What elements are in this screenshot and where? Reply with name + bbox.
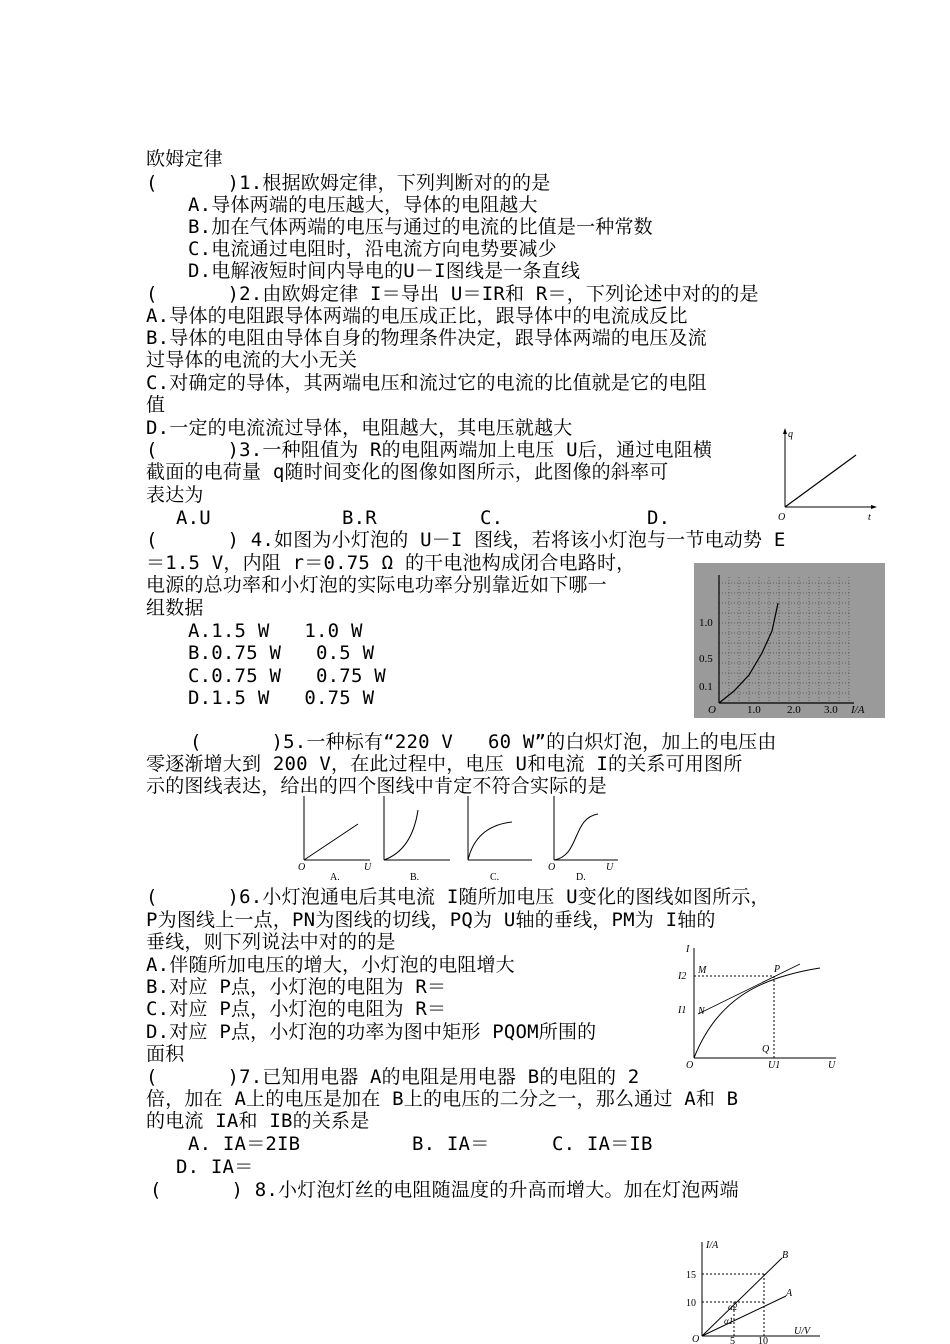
q5-graph-a [298, 796, 372, 882]
q3-ylabel: q [788, 429, 793, 440]
q6-I2: I2 [678, 971, 687, 982]
text-line: ( )6.小灯泡通电后其电流 I随所加电压 U变化的图线如图所示， [146, 886, 770, 908]
q8-tick-y-10: 10 [686, 1298, 696, 1309]
q5-label-a: A. [330, 872, 340, 882]
q8-tick-y-15: 15 [686, 1270, 696, 1281]
q5-graph-c [468, 796, 532, 882]
text-line: A.U [176, 507, 211, 529]
text-line: A.导体的电阻跟导体两端的电压成正比，跟导体中的电流成反比 [146, 305, 688, 327]
q6-axis-x: U [828, 1060, 836, 1071]
text-line: D.电解液短时间内导电的U－I图线是一条直线 [188, 260, 581, 282]
text-line: 截面的电荷量 q随时间变化的图像如图所示，此图像的斜率可 [146, 461, 669, 483]
text-line: ( )2.由欧姆定律 I＝导出 U＝IR和 R＝，下列论述中对的的是 [146, 283, 759, 305]
q3-graph [770, 425, 880, 525]
text-line: 示的图线表达，给出的四个图线中肯定不符合实际的是 [146, 775, 607, 797]
q6-origin: O [686, 1060, 694, 1071]
text-line: 面积 [146, 1043, 185, 1065]
text-line: 零逐渐增大到 200 V，在此过程中，电压 U和电流 I的关系可用图所 [146, 753, 743, 775]
q4-tick-y-1: 1.0 [699, 617, 713, 629]
text-line: ( )3.一种阻值为 R的电阻两端加上电压 U后，通过电阻横 [146, 439, 713, 461]
q5-origin-d: O [548, 862, 556, 873]
text-line: B.R [342, 507, 377, 529]
text-line: D.1.5 W 0.75 W [188, 687, 375, 709]
text-line: B.对应 P点，小灯泡的电阻为 R＝ [146, 976, 447, 998]
text-line: B.0.75 W 0.5 W [188, 642, 375, 664]
text-line: C.0.75 W 0.75 W [188, 665, 386, 687]
q8-ylabel: I/A [706, 1240, 719, 1251]
q6-axis-y: I [686, 944, 690, 955]
text-line: 电源的总功率和小灯泡的实际电功率分别靠近如下哪一 [146, 574, 607, 596]
q5-label-c: C. [490, 872, 500, 882]
text-line: D. IA＝ [176, 1156, 254, 1178]
q8-graph [680, 1236, 830, 1344]
q5-graphs [292, 790, 632, 882]
text-line: 倍，加在 A上的电压是加在 B上的电压的二分之一，那么通过 A和 B [146, 1088, 739, 1110]
q4-tick-y-2: 0.5 [699, 653, 713, 665]
text-line: D.对应 P点，小灯泡的功率为图中矩形 PQOM所围的 [146, 1021, 597, 1043]
q4-xlabel: I/A [851, 704, 865, 716]
q6-graph [676, 942, 842, 1072]
q8-tick-x-5: 5 [730, 1336, 735, 1344]
text-line: ( )7.已知用电器 A的电阻是用电器 B的电阻的 2 [146, 1066, 640, 1088]
text-line: ( ) 4.如图为小灯泡的 U－I 图线，若将该小灯泡与一节电动势 E [146, 529, 786, 551]
q6-P: P [774, 964, 781, 975]
text-line: D.一定的电流流过导体，电阻越大，其电压就越大 [146, 417, 573, 439]
page-title: 欧姆定律 [146, 148, 223, 170]
text-line: 的电流 IA和 IB的关系是 [146, 1110, 370, 1132]
text-line: 垂线，则下列说法中对的的是 [146, 931, 396, 953]
q8-tick-x-10: 10 [758, 1336, 768, 1344]
q4-origin: O [708, 704, 716, 716]
text-line: 表达为 [146, 484, 204, 506]
text-line: C.电流通过电阻时，沿电流方向电势要减少 [188, 238, 557, 260]
q4-tick-y-3: 0.1 [699, 681, 713, 693]
q8-B: B [782, 1250, 789, 1261]
q8-a2: α2 [728, 1302, 738, 1312]
text-line: P为图线上一点，PN为图线的切线，PQ为 U轴的垂线，PM为 I轴的 [146, 909, 716, 931]
q5-axis-x-a: U [364, 862, 372, 873]
text-line: A.导体两端的电压越大，导体的电阻越大 [188, 194, 538, 216]
q5-origin-a: O [298, 862, 306, 873]
q3-origin: O [778, 512, 786, 523]
q5-graph-d [548, 796, 618, 882]
q3-xlabel: t [868, 512, 871, 523]
text-line: ( )1.根据欧姆定律，下列判断对的的是 [146, 172, 551, 194]
q6-U1: U1 [768, 1060, 781, 1071]
q5-graph-b [384, 796, 450, 882]
q6-Q: Q [762, 1044, 770, 1055]
text-line: B.加在气体两端的电压与通过的电流的比值是一种常数 [188, 216, 653, 238]
q4-tick-x-3: 3.0 [824, 704, 838, 716]
q8-xlabel: U/V [794, 1326, 811, 1337]
text-line: B. IA＝ [412, 1133, 490, 1155]
q4-tick-x-1: 1.0 [747, 704, 761, 716]
q4-tick-x-2: 2.0 [787, 704, 801, 716]
text-line: C.对确定的导体，其两端电压和流过它的电流的比值就是它的电阻 [146, 372, 707, 394]
text-line: A.伴随所加电压的增大，小灯泡的电阻增大 [146, 954, 515, 976]
q4-graph [694, 563, 885, 718]
text-line: D. [647, 507, 671, 529]
text-line: 过导体的电流的大小无关 [146, 349, 358, 371]
text-line: 值 [146, 394, 166, 416]
q6-M: M [698, 965, 707, 976]
text-line: ＝1.5 V，内阻 r＝0.75 Ω 的干电池构成闭合电路时， [146, 552, 636, 574]
text-line: A. IA＝2IB [188, 1133, 301, 1155]
text-line: C.对应 P点，小灯泡的电阻为 R＝ [146, 998, 447, 1020]
q5-label-b: B. [410, 872, 420, 882]
text-line: ( ) 8.小灯泡灯丝的电阻随温度的升高而增大。加在灯泡两端 [150, 1179, 739, 1201]
text-line: A.1.5 W 1.0 W [188, 620, 363, 642]
text-line: 组数据 [146, 597, 204, 619]
q5-label-d: D. [576, 872, 586, 882]
text-line: ( )5.一种标有“220 V 60 W”的白炽灯泡，加上的电压由 [190, 731, 777, 753]
q5-axis-x-d: U [606, 862, 614, 873]
q6-I1: I1 [678, 1005, 687, 1016]
q8-a1: α1 [724, 1316, 734, 1326]
q8-A: A [786, 1288, 793, 1299]
text-line: C. IA＝IB [552, 1133, 653, 1155]
q8-origin: O [692, 1334, 700, 1344]
q6-N: N [698, 1006, 705, 1017]
text-line: C. [480, 507, 504, 529]
text-line: B.导体的电阻由导体自身的物理条件决定，跟导体两端的电压及流 [146, 327, 707, 349]
